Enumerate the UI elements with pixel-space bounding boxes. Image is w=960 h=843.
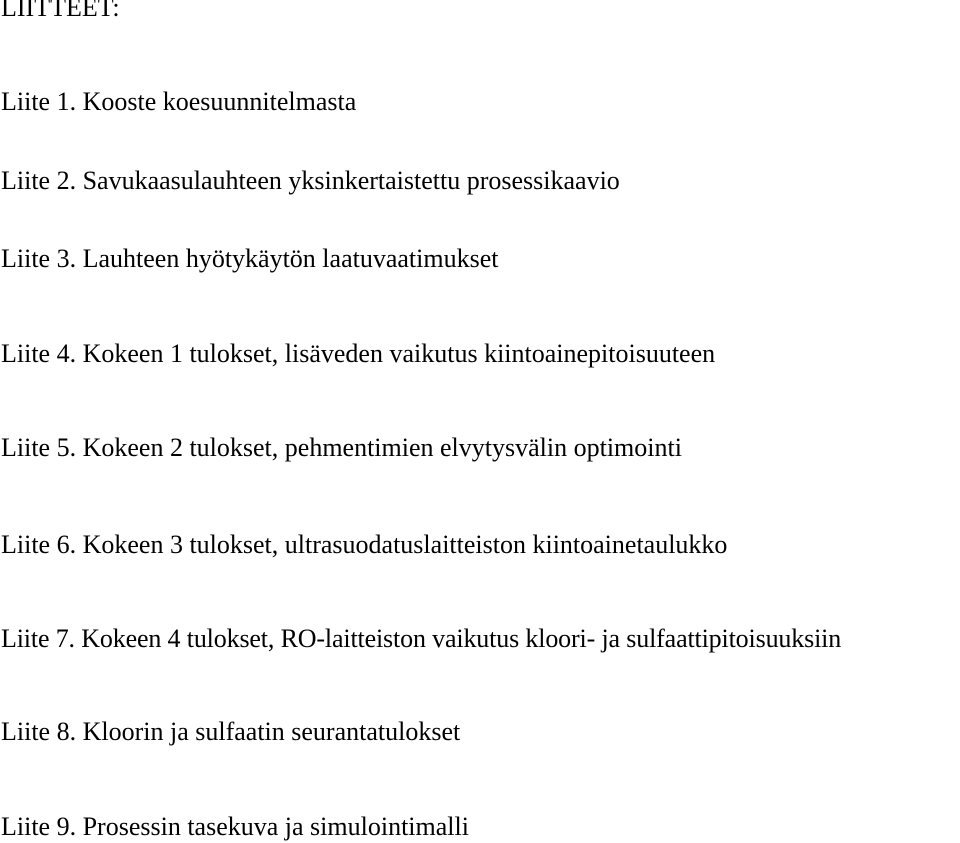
appendix-item-2: Liite 2. Savukaasulauhteen yksinkertaistettu prosessikaavio <box>1 166 620 195</box>
appendix-item-5: Liite 5. Kokeen 2 tulokset, pehmentimien elvytysvälin optimointi <box>1 433 682 462</box>
appendix-item-3: Liite 3. Lauhteen hyötykäytön laatuvaatimukset <box>1 244 499 273</box>
appendix-item-8: Liite 8. Kloorin ja sulfaatin seurantatulokset <box>1 717 461 746</box>
appendix-item-4: Liite 4. Kokeen 1 tulokset, lisäveden vaikutus kiintoainepitoisuuteen <box>1 339 716 368</box>
page-heading: LIITTEET: <box>1 0 120 22</box>
appendix-item-1: Liite 1. Kooste koesuunnitelmasta <box>1 87 357 116</box>
appendix-item-9: Liite 9. Prosessin tasekuva ja simulointimalli <box>1 812 469 841</box>
appendix-item-6: Liite 6. Kokeen 3 tulokset, ultrasuodatuslaitteiston kiintoainetaulukko <box>1 530 728 559</box>
appendix-item-7: Liite 7. Kokeen 4 tulokset, RO-laitteiston vaikutus kloori- ja sulfaattipitoisuuksiin <box>1 624 842 653</box>
